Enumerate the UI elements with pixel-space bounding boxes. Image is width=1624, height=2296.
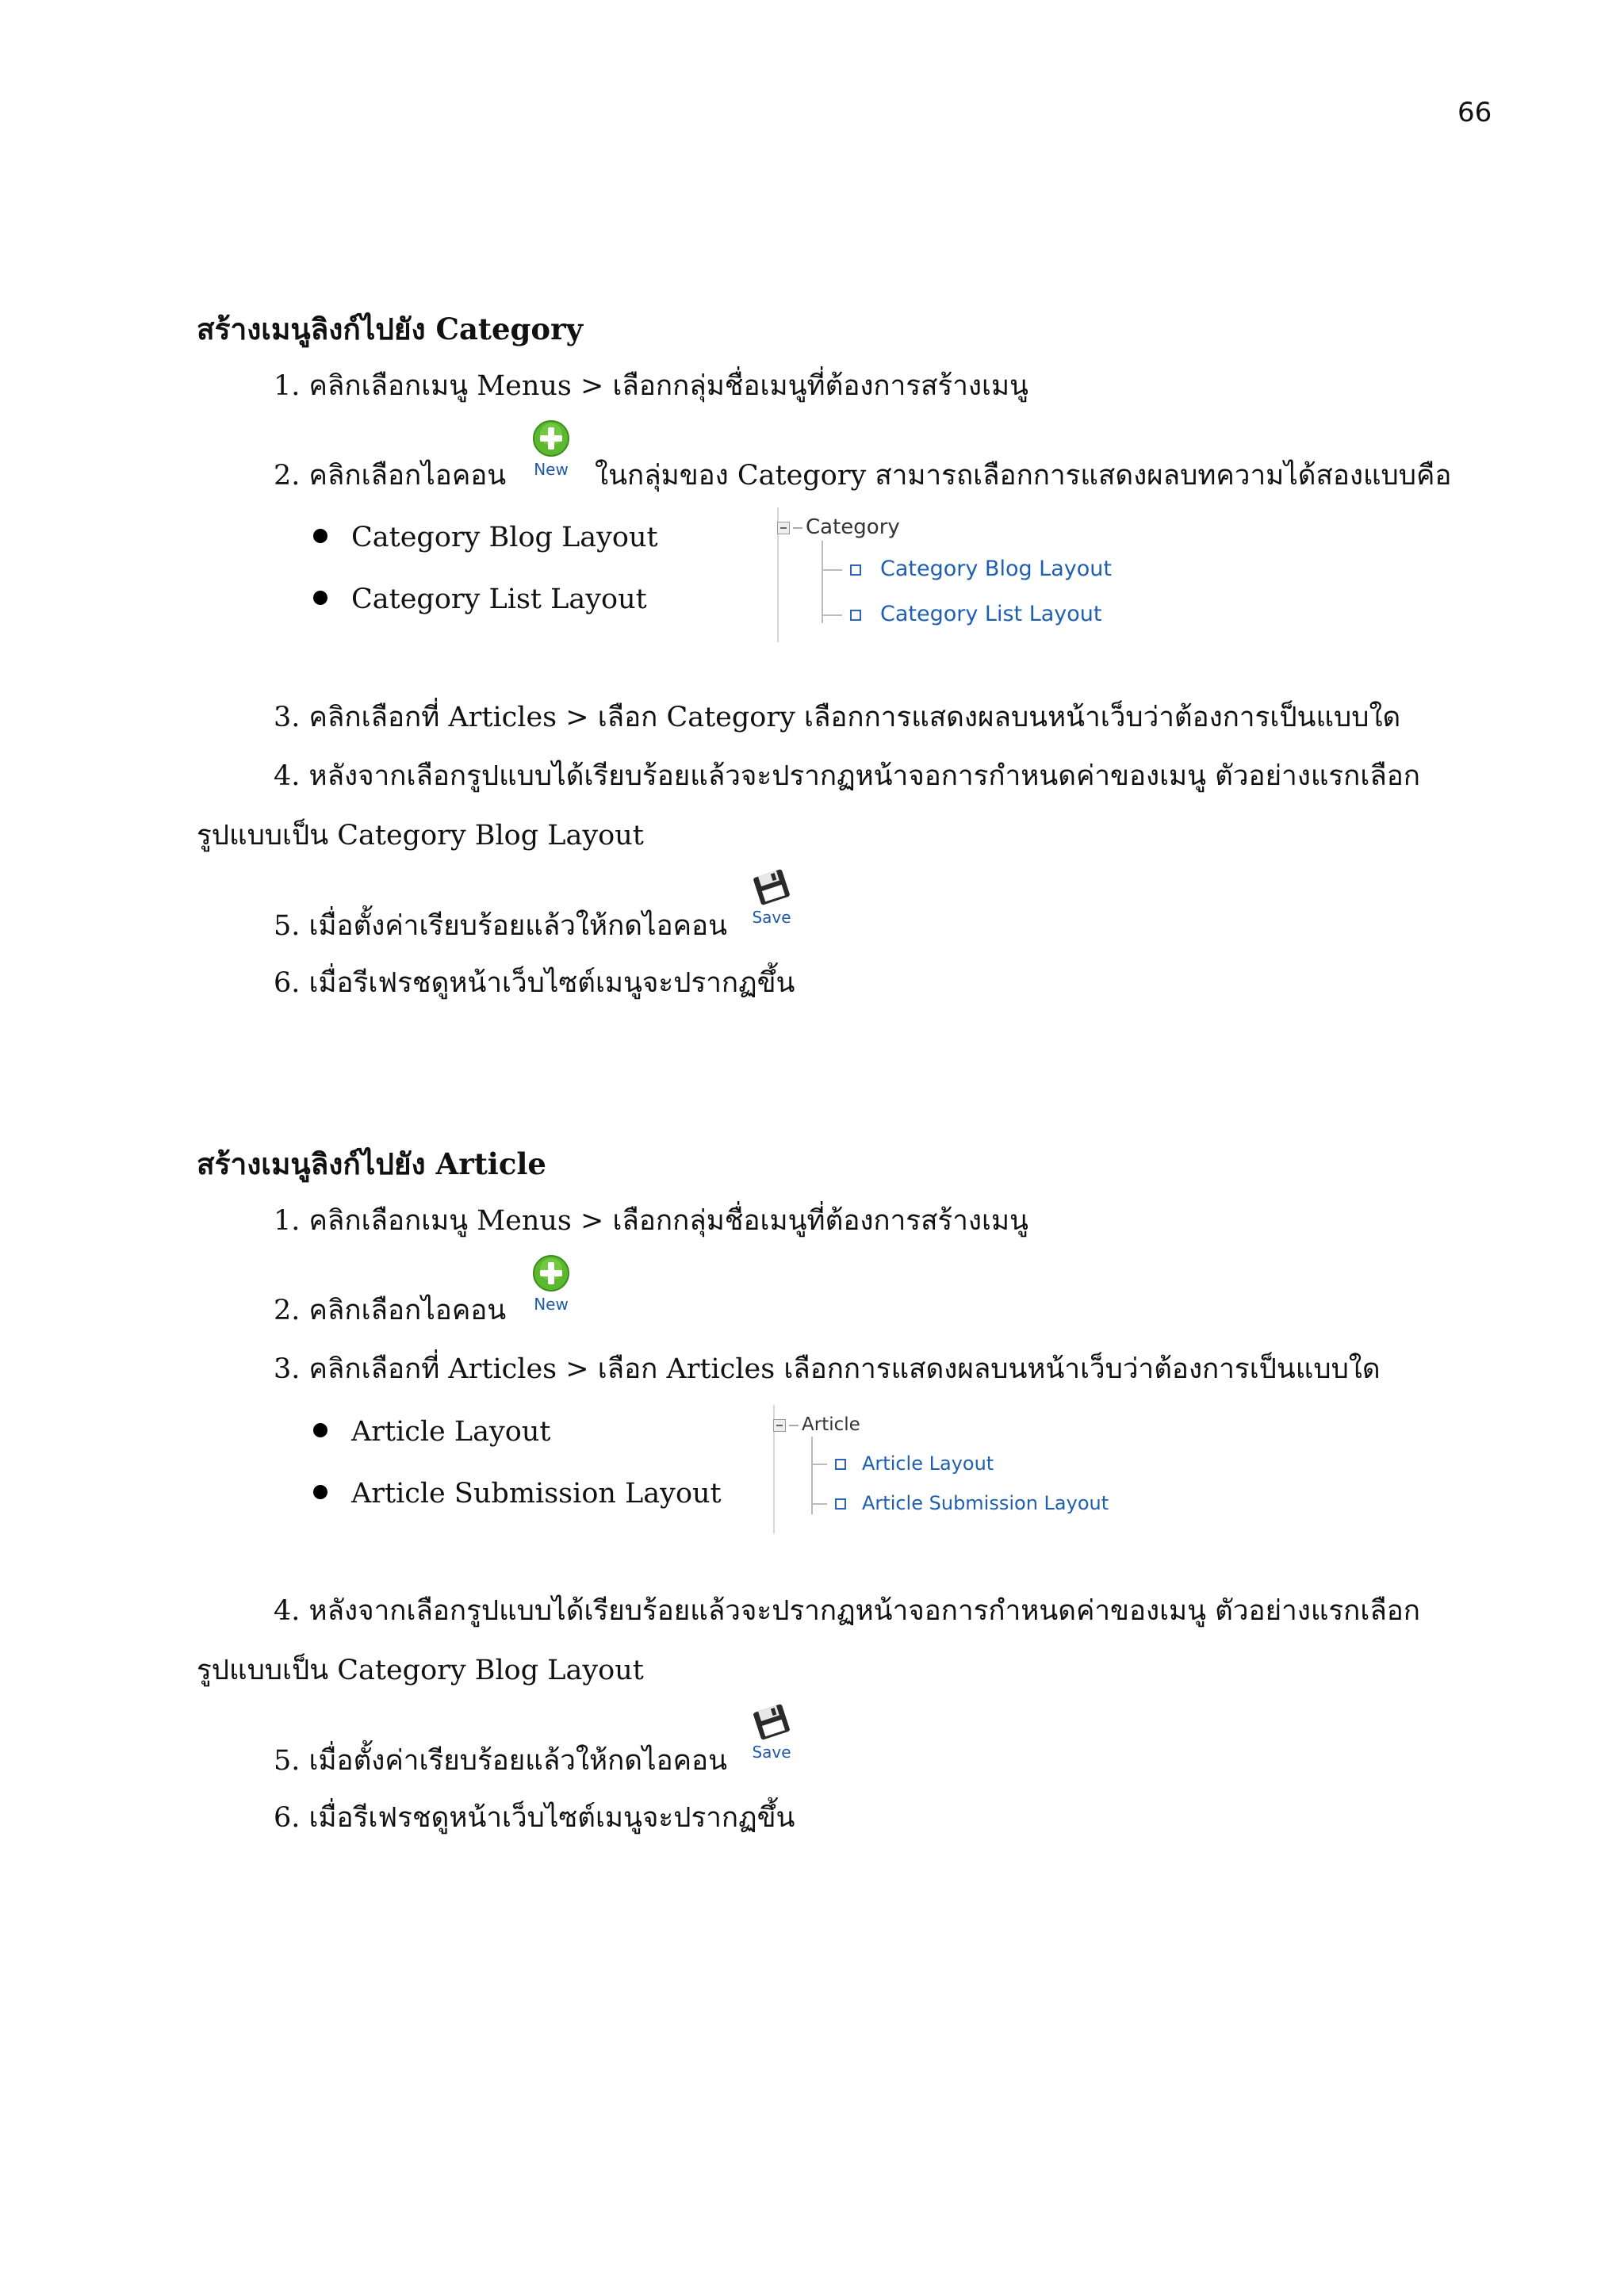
bullet-dot	[313, 1423, 327, 1437]
page-number: 66	[1457, 97, 1492, 128]
bullet-dot	[313, 529, 327, 543]
tree-root-category[interactable]	[777, 515, 900, 539]
floppy-disk-icon	[752, 868, 791, 906]
step-1-article: 1. คลิกเลือกเมนู Menus > เลือกกลุ่มชื่อเมนูที่ต้องการสร้างเมนู	[274, 1205, 1028, 1237]
tree-item-label: Article Layout	[862, 1452, 994, 1475]
node-icon	[850, 610, 861, 621]
save-button[interactable]	[746, 868, 797, 932]
section-heading-category: สร้างเมนูลิงก์ไปยัง Category	[197, 312, 584, 346]
tree-item-category-blog[interactable]	[822, 557, 1112, 581]
step-5-category: 5. เมื่อตั้งค่าเรียบร้อยแล้วให้กดไอคอน	[274, 910, 727, 942]
tree-root-label: Category	[806, 515, 900, 539]
step-3-article: 3. คลิกเลือกที่ Articles > เลือก Articles เลือกการแสดงผลบนหน้าเว็บว่าต้องการเป็นแบบใด	[274, 1353, 1381, 1385]
floppy-disk-icon	[752, 1703, 791, 1741]
save-button[interactable]	[746, 1703, 797, 1766]
step-1-category: 1. คลิกเลือกเมนู Menus > เลือกกลุ่มชื่อเมนูที่ต้องการสร้างเมนู	[274, 370, 1028, 402]
plus-circle-icon	[531, 419, 571, 458]
step-4-category: 4. หลังจากเลือกรูปแบบได้เรียบร้อยแล้วจะปรากฏหน้าจอการกำหนดค่าของเมนู ตัวอย่างแรกเลือก	[274, 760, 1420, 792]
bullet-item	[313, 520, 658, 555]
category-tree	[777, 507, 1126, 642]
tree-root-article[interactable]	[773, 1414, 860, 1435]
step-4-article: 4. หลังจากเลือกรูปแบบได้เรียบร้อยแล้วจะปรากฏหน้าจอการกำหนดค่าของเมนู ตัวอย่างแรกเลือก	[274, 1595, 1420, 1627]
bullet-item	[313, 1414, 550, 1449]
bullet-text: Category List Layout	[351, 584, 647, 615]
tree-item-article-submission[interactable]	[811, 1492, 1109, 1514]
tree-item-article-layout[interactable]	[811, 1452, 994, 1475]
node-icon	[850, 564, 861, 576]
tree-item-category-list[interactable]	[822, 602, 1101, 626]
step-3-category: 3. คลิกเลือกที่ Articles > เลือก Category เลือกการแสดงผลบนหน้าเว็บว่าต้องการเป็นแบบใด	[274, 702, 1401, 733]
collapse-icon[interactable]	[773, 1419, 786, 1432]
step-4-category-cont: รูปแบบเป็น Category Blog Layout	[197, 820, 644, 851]
bullet-text: Article Submission Layout	[351, 1478, 722, 1510]
plus-circle-icon	[531, 1253, 571, 1293]
new-label: New	[534, 460, 569, 479]
bullet-text: Category Blog Layout	[351, 522, 658, 553]
bullet-dot	[313, 1485, 327, 1499]
save-label: Save	[752, 908, 791, 927]
article-tree	[773, 1405, 1122, 1533]
step-2-category-start: 2. คลิกเลือกไอคอน	[274, 460, 507, 492]
new-label: New	[534, 1295, 569, 1314]
collapse-icon[interactable]	[777, 522, 790, 534]
step-2-article: 2. คลิกเลือกไอคอน	[274, 1295, 507, 1326]
step-5-article: 5. เมื่อตั้งค่าเรียบร้อยแล้วให้กดไอคอน	[274, 1745, 727, 1777]
bullet-item	[313, 582, 647, 617]
step-2-category-end: ในกลุ่มของ Category สามารถเลือกการแสดงผลบทความได้สองแบบคือ	[595, 460, 1452, 492]
bullet-dot	[313, 591, 327, 605]
step-6-category: 6. เมื่อรีเฟรชดูหน้าเว็บไซต์เมนูจะปรากฏขึ้น	[274, 967, 795, 999]
bullet-text: Article Layout	[351, 1416, 551, 1448]
new-button[interactable]	[526, 1253, 576, 1317]
step-6-article: 6. เมื่อรีเฟรชดูหน้าเว็บไซต์เมนูจะปรากฏขึ้น	[274, 1802, 795, 1834]
node-icon	[835, 1498, 846, 1510]
bullet-item	[313, 1476, 722, 1511]
tree-item-label: Category List Layout	[880, 602, 1102, 626]
tree-root-label: Article	[802, 1414, 860, 1435]
step-4-article-cont: รูปแบบเป็น Category Blog Layout	[197, 1655, 644, 1686]
tree-item-label: Category Blog Layout	[880, 557, 1112, 581]
new-button[interactable]	[526, 419, 576, 482]
tree-item-label: Article Submission Layout	[862, 1492, 1109, 1514]
section-heading-article: สร้างเมนูลิงก์ไปยัง Article	[197, 1146, 546, 1181]
node-icon	[835, 1459, 846, 1470]
save-label: Save	[752, 1743, 791, 1762]
